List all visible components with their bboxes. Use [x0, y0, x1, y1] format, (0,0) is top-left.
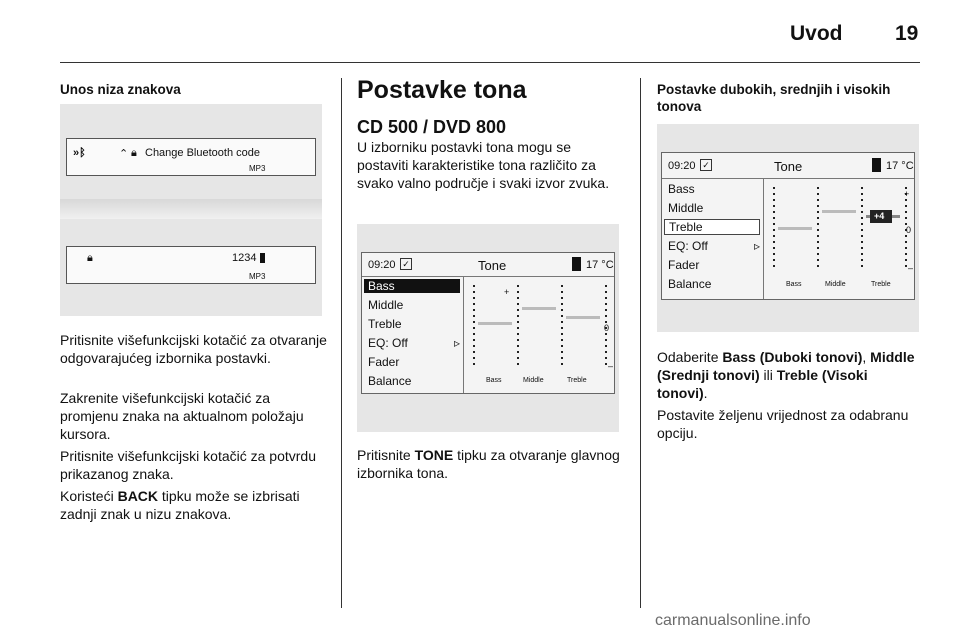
bar-label-middle: Middle	[523, 377, 544, 384]
scale-zero-label: 0	[906, 225, 912, 235]
tone-screen	[361, 252, 615, 394]
screen-title: Tone	[774, 159, 803, 174]
submenu-arrow-icon: ▹	[754, 239, 761, 253]
phone-icon	[872, 158, 881, 172]
tone-menu-figure	[357, 224, 619, 432]
treble-level	[566, 316, 600, 319]
treble-value: +4	[874, 211, 885, 221]
scale-minus-label: –	[608, 361, 614, 371]
bar-label-treble: Treble	[567, 377, 587, 384]
check-icon: ✓	[700, 159, 712, 171]
menu-item-balance[interactable]: Balance	[368, 374, 412, 388]
scale-minus-label: –	[908, 263, 914, 273]
lock-icon: 🔒︎	[87, 252, 93, 264]
bluetooth-pin-screen	[66, 246, 316, 284]
page-header-title: Uvod	[790, 22, 843, 45]
paragraph-select-option: Odaberite Bass (Duboki tonovi), Middle (Srednji tonovi) ili Treble (Visoki tonovi).	[657, 349, 915, 401]
lock-icon: 🔒︎	[131, 147, 137, 159]
bluetooth-code-label: Change Bluetooth code	[145, 147, 260, 159]
tone-menu	[662, 179, 764, 299]
pin-entry-value: 1234	[232, 252, 257, 264]
middle-level	[822, 210, 856, 213]
column-divider-1	[341, 78, 342, 608]
scale-zero-label: 0	[604, 323, 610, 333]
menu-item-fader[interactable]: Fader	[668, 258, 700, 272]
bar-label-middle: Middle	[825, 281, 846, 288]
bluetooth-icon: »ᛒ	[73, 147, 86, 159]
bluetooth-figure	[60, 104, 322, 316]
temperature: 17 °C	[586, 259, 614, 271]
menu-item-bass[interactable]: Bass	[668, 182, 695, 196]
bass-level	[478, 322, 512, 325]
clock-time: 09:20	[668, 160, 696, 172]
scale-plus-label: +	[904, 189, 910, 199]
check-icon: ✓	[400, 258, 412, 270]
submenu-arrow-icon: ▹	[454, 336, 461, 350]
menu-item-eq[interactable]: EQ: Off	[668, 239, 708, 253]
menu-item-middle[interactable]: Middle	[368, 298, 404, 312]
bass-level	[778, 227, 812, 230]
tone-bars	[466, 279, 614, 391]
tone-menu	[362, 277, 464, 393]
menu-item-eq[interactable]: EQ: Off	[368, 336, 408, 350]
menu-item-middle[interactable]: Middle	[668, 201, 704, 215]
menu-item-balance[interactable]: Balance	[668, 277, 712, 291]
bar-label-bass: Bass	[486, 377, 502, 384]
section-heading-tone-settings: Postavke tona	[357, 76, 527, 104]
arrow-up-icon: ⌃	[119, 148, 129, 160]
middle-level	[522, 307, 556, 310]
source-label: MP3	[249, 164, 266, 173]
clock-time: 09:20	[368, 259, 396, 271]
bluetooth-code-screen	[66, 138, 316, 176]
screen-title: Tone	[478, 258, 507, 273]
bar-label-bass: Bass	[786, 281, 802, 288]
paragraph-tone-intro: U izborniku postavki tona mogu se postaviti karakteristike tona različito za svako valno područje i svaki izvor zvuka.	[357, 139, 610, 191]
scale-plus-label: +	[504, 287, 510, 297]
menu-item-treble[interactable]: Treble	[664, 219, 760, 235]
header-rule	[60, 62, 920, 63]
cursor-icon	[260, 253, 265, 263]
paragraph-change-character: Zakrenite višefunkcijski kotačić za promjenu znaka na aktualnom položaju kursora.	[60, 390, 304, 442]
paragraph-back-key: Koristeći BACK tipku može se izbrisati zadnji znak u nizu znakova.	[60, 488, 300, 522]
menu-item-bass[interactable]: Bass	[364, 279, 460, 293]
tone-screen-treble	[661, 152, 915, 300]
menu-item-fader[interactable]: Fader	[368, 355, 400, 369]
tone-bars	[766, 181, 914, 293]
column-divider-2	[640, 78, 641, 608]
subheading-cd-dvd: CD 500 / DVD 800	[357, 117, 507, 137]
temperature: 17 °C	[886, 160, 914, 172]
source-label: MP3	[249, 272, 266, 281]
paragraph-open-menu: Pritisnite višefunkcijski kotačić za otvaranje odgovarajućeg izbornika postavki.	[60, 332, 327, 366]
section-heading-bass-middle-treble: Postavke dubokih, srednjih i visokih tonova	[657, 82, 891, 114]
footer-watermark: carmanualsonline.info	[655, 612, 811, 629]
menu-item-treble[interactable]: Treble	[368, 317, 402, 331]
paragraph-confirm-character: Pritisnite višefunkcijski kotačić za potvrdu prikazanog znaka.	[60, 448, 316, 482]
section-heading-character-entry: Unos niza znakova	[60, 82, 181, 97]
phone-icon	[572, 257, 581, 271]
paragraph-tone-key: Pritisnite TONE tipku za otvaranje glavnog izbornika tona.	[357, 447, 620, 481]
page-number: 19	[895, 22, 919, 45]
bar-label-treble: Treble	[871, 281, 891, 288]
paragraph-set-value: Postavite željenu vrijednost za odabranu opciju.	[657, 407, 909, 441]
treble-figure	[657, 124, 919, 332]
